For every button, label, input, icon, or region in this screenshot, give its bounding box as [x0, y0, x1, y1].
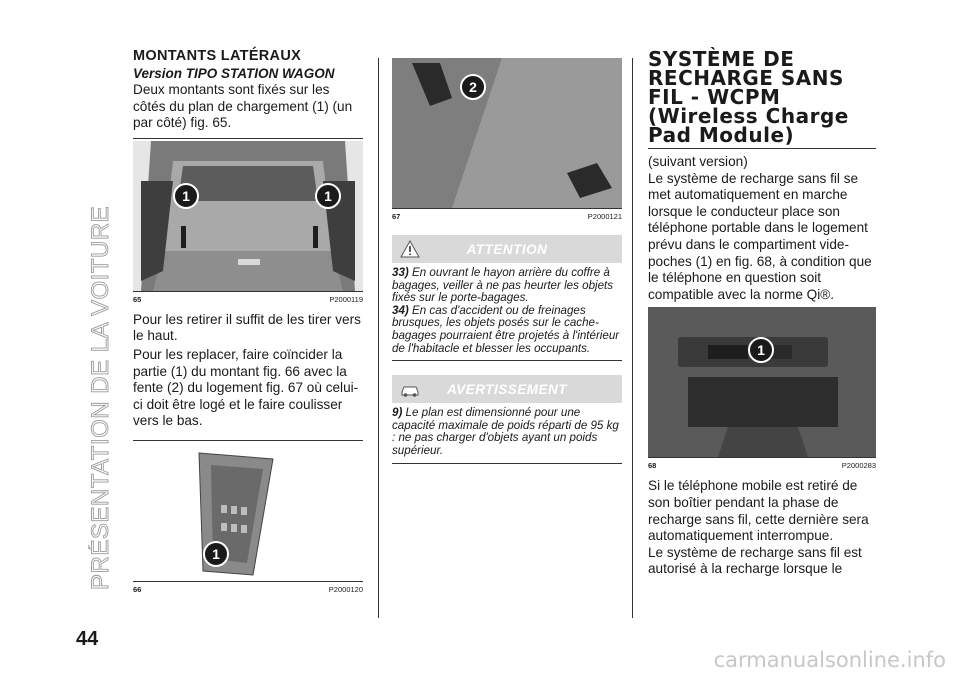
warning-title: AVERTISSEMENT: [446, 381, 568, 397]
figure-number: 65: [133, 294, 142, 304]
side-section-title: [88, 40, 116, 600]
figure-67: [392, 58, 622, 209]
warning-header: [392, 375, 622, 403]
paragraph: Le système de recharge sans fil se met automatiquement en marche lorsque le conducteur place son téléphone portable dans le logement prévu dans le compartiment vide-poches (1) en fig. 68, à condition que le téléphone en question soit compatible avec la norme Qi®.: [648, 170, 872, 302]
paragraph: Pour les replacer, faire coïncider la partie (1) du montant fig. 66 avec la fente (2) du logement fig. 67 où celui-ci doit être logé et le faire coulisser vers le bas.: [133, 346, 359, 429]
intro-paragraph: Deux montants sont fixés sur les côtés du plan de chargement (1) (un par côté) fig. 65.: [133, 82, 353, 131]
attention-item: 33) En ouvrant le hayon arrière du coffre à bagages, veiller à ne pas heurter les objets fixés sur le porte-bagages.: [392, 266, 614, 305]
figure-caption: [392, 212, 622, 221]
callout-badge: 1: [173, 183, 199, 209]
trunk-photo: [133, 141, 363, 291]
figure-number: 68: [648, 461, 657, 471]
figure-code: P2000283: [841, 461, 876, 471]
section-heading: MONTANTS LATÉRAUX: [133, 48, 302, 64]
warning-box: [392, 375, 622, 463]
figure-caption: [133, 295, 363, 304]
figure-code: P2000121: [587, 212, 622, 221]
figure-65: [133, 138, 363, 292]
version-subheading: Version TIPO STATION WAGON: [133, 66, 335, 81]
attention-content: [392, 263, 622, 361]
figure-caption: [133, 585, 363, 594]
paragraph: Si le téléphone mobile est retiré de son boîtier pendant la phase de recharge sans fil, cette dernière sera automatiquement interrompue.: [648, 478, 869, 544]
charging-pad-photo: [648, 307, 876, 457]
figure-68: [648, 307, 876, 458]
figure-code: P2000120: [328, 584, 363, 594]
attention-title: ATTENTION: [466, 241, 548, 257]
watermark: carmanualsonline.info: [713, 648, 946, 672]
side-title-text: PRÉSENTATION DE LA VOITURE: [88, 205, 114, 590]
middle-column: [392, 58, 622, 464]
figure-caption: [648, 461, 876, 470]
attention-box: [392, 235, 622, 361]
warning-triangle-icon: [400, 239, 420, 259]
figure-code: P2000119: [329, 294, 363, 304]
warning-item: 9) Le plan est dimensionné pour une capacité maximale de poids réparti de 95 kg : ne pas charger d'objets ayant un poids supérieur.: [392, 406, 619, 457]
figure-number: 67: [392, 212, 401, 221]
pillar-slot-photo: [392, 58, 622, 208]
column-divider: [632, 58, 633, 618]
wcpm-title: SYSTÈME DE RECHARGE SANS FIL - WCPM (Wireless Charge Pad Module): [648, 47, 849, 147]
callout-badge: 1: [315, 183, 341, 209]
paragraph: Le système de recharge sans fil est autorisé à la recharge lorsque le: [648, 544, 862, 577]
figure-number: 66: [133, 584, 142, 594]
figure-66: [133, 440, 363, 582]
attention-header: [392, 235, 622, 263]
car-warning-icon: [400, 379, 420, 399]
callout-badge: 1: [203, 541, 229, 567]
pillar-part-drawing: [133, 445, 363, 581]
right-column: [648, 47, 876, 578]
column-divider: [378, 58, 379, 618]
page-number: 44: [76, 628, 99, 650]
paragraph: (suivant version): [648, 154, 748, 169]
warning-content: [392, 403, 622, 463]
title-rule: [648, 148, 876, 149]
left-column: [133, 48, 363, 594]
paragraph: Pour les retirer il suffit de les tirer vers le haut.: [133, 311, 361, 344]
callout-badge: 1: [748, 337, 774, 363]
callout-badge: 2: [460, 74, 486, 100]
attention-item: 34) En cas d'accident ou de freinages brusques, les objets posés sur le cache-bagages pourraient être projetés à l'intérieur de l'habitacle et blesser les occupants.: [392, 303, 620, 355]
